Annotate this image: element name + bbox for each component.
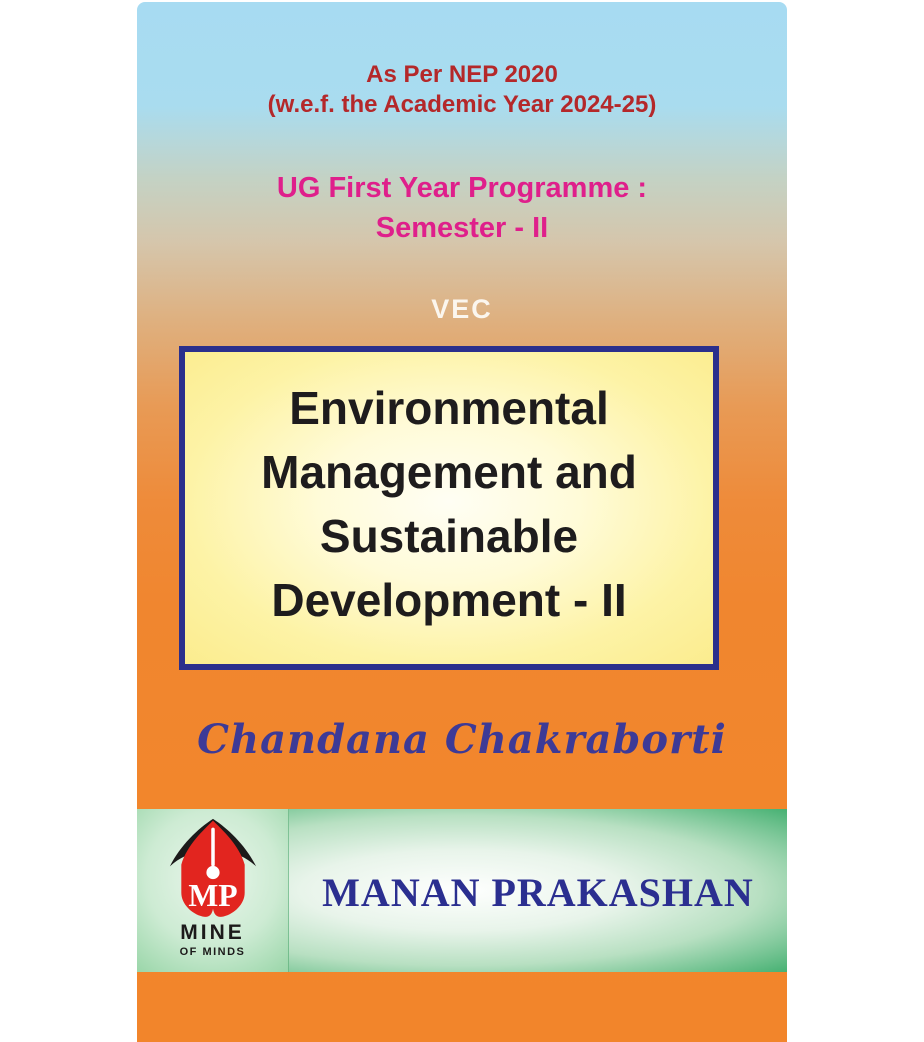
author-name: Chandana Chakraborti xyxy=(197,716,727,763)
course-code-label: VEC xyxy=(431,294,493,324)
title-box xyxy=(179,346,719,670)
logo-monogram: MP xyxy=(187,877,238,913)
nep-compliance-line1: As Per NEP 2020 xyxy=(366,61,558,88)
book-cover xyxy=(137,2,787,1042)
publisher-band xyxy=(137,809,787,972)
publisher-name: MANAN PRAKASHAN xyxy=(322,870,754,915)
title-line-2: Management and xyxy=(261,446,637,498)
title-line-3: Sustainable xyxy=(319,510,579,562)
nep-compliance-note xyxy=(137,60,787,120)
logo-tagline-mine: MINE xyxy=(180,921,245,944)
title-line-1: Environmental xyxy=(289,382,609,434)
title-line-4: Development - II xyxy=(271,574,627,626)
programme-note xyxy=(137,168,787,248)
logo-tagline-of-minds: OF MINDS xyxy=(179,946,246,958)
programme-line: UG First Year Programme : xyxy=(276,172,648,204)
nep-compliance-line2: (w.e.f. the Academic Year 2024-25) xyxy=(267,91,657,118)
book-title xyxy=(185,352,713,632)
semester-line: Semester - II xyxy=(375,212,549,244)
pen-nib-icon xyxy=(169,817,257,921)
publisher-logo xyxy=(137,809,289,972)
nib-slit xyxy=(211,828,215,867)
